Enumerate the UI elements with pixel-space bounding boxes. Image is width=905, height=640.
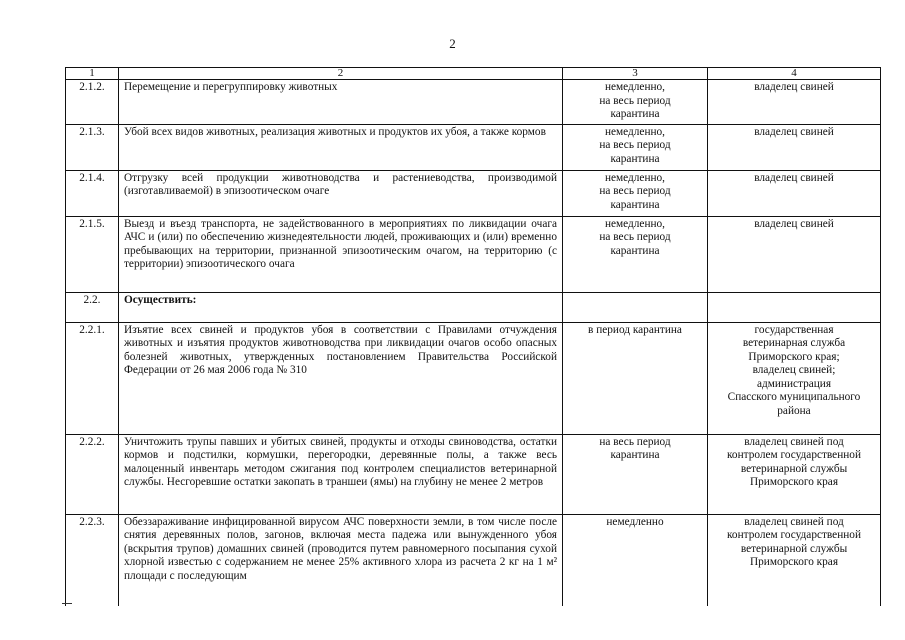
page-number: 2 [449, 36, 456, 51]
row-measure-text: Уничтожить трупы павших и убитых свиней, продукты и отходы свиноводства, остатки кормов и подстилки, кормушки, перегородки, деревянные полы, а также весь малоценный инвентарь методом сжигания под контролем специалистов ветеринарной службы. Несгоревшие остатки закопать в траншеи (ямы) на глубину не менее 2 метров [119, 434, 563, 514]
row-timing: немедленно, на весь период карантина [563, 124, 708, 170]
row-responsible: владелец свиней [708, 170, 881, 216]
row-timing [563, 292, 708, 322]
table-row [66, 80, 881, 125]
header-col-3: 3 [563, 68, 708, 80]
page-cutoff [0, 606, 905, 640]
row-measure-text: Обеззараживание инфицированной вирусом АЧС поверхности земли, в том числе после снятия деревянных полов, загонов, включая места падежа или вынужденного убоя (вскрытия трупов) домашних свиней (проводится путем равномерного посыпания сухой хлорной известью с содержанием не менее 25% активного хлора из расчета 2 кг на 1 м² площади с последующим [119, 514, 563, 624]
row-responsible: владелец свиней под контролем государственной ветеринарной службы Приморского края [708, 434, 881, 514]
table-row [66, 124, 881, 170]
table-row [66, 434, 881, 514]
row-timing: немедленно [563, 514, 708, 624]
row-measure-text: Отгрузку всей продукции животноводства и растениеводства, производимой (изготавливаемой) в эпизоотическом очаге [119, 170, 563, 216]
row-number: 2.1.4. [66, 170, 119, 216]
row-timing: немедленно, на весь период карантина [563, 170, 708, 216]
row-measure-text: Убой всех видов животных, реализация животных и продуктов их убоя, а также кормов [119, 124, 563, 170]
row-measure-text: Выезд и въезд транспорта, не задействованного в мероприятиях по ликвидации очага АЧС и (или) по обеспечению жизнедеятельности людей, проживающих и (или) временно пребывающих на территории, признанной эпизоотическим очагом, на территорию (с территории) эпизоотического очага [119, 216, 563, 292]
table-row [66, 322, 881, 434]
scan-margin-mark [62, 603, 72, 604]
header-col-2: 2 [119, 68, 563, 80]
row-timing: на весь период карантина [563, 434, 708, 514]
row-responsible: владелец свиней [708, 80, 881, 125]
row-responsible [708, 292, 881, 322]
table-row [66, 216, 881, 292]
row-timing: немедленно, на весь период карантина [563, 80, 708, 125]
measures-table [65, 67, 881, 625]
row-responsible: владелец свиней [708, 216, 881, 292]
table-header-row [66, 68, 881, 80]
row-measure-text: Перемещение и перегруппировку животных [119, 80, 563, 125]
header-col-1: 1 [66, 68, 119, 80]
row-timing: в период карантина [563, 322, 708, 434]
section-title: Осуществить: [119, 292, 563, 322]
row-timing: немедленно, на весь период карантина [563, 216, 708, 292]
row-responsible: владелец свиней под контролем государственной ветеринарной службы Приморского края [708, 514, 881, 624]
section-number: 2.2. [66, 292, 119, 322]
row-number: 2.2.1. [66, 322, 119, 434]
row-responsible: владелец свиней [708, 124, 881, 170]
table-row [66, 170, 881, 216]
header-col-4: 4 [708, 68, 881, 80]
row-responsible: государственная ветеринарная служба Приморского края; владелец свиней; администрация Спасского муниципального района [708, 322, 881, 434]
row-number: 2.1.2. [66, 80, 119, 125]
row-number: 2.2.3. [66, 514, 119, 624]
row-number: 2.2.2. [66, 434, 119, 514]
row-number: 2.1.3. [66, 124, 119, 170]
section-row [66, 292, 881, 322]
row-number: 2.1.5. [66, 216, 119, 292]
row-measure-text: Изъятие всех свиней и продуктов убоя в соответствии с Правилами отчуждения животных и изъятия продуктов животноводства при ликвидации очагов особо опасных болезней животных, утвержденных постановлением Правительства Российской Федерации от 26 мая 2006 года № 310 [119, 322, 563, 434]
